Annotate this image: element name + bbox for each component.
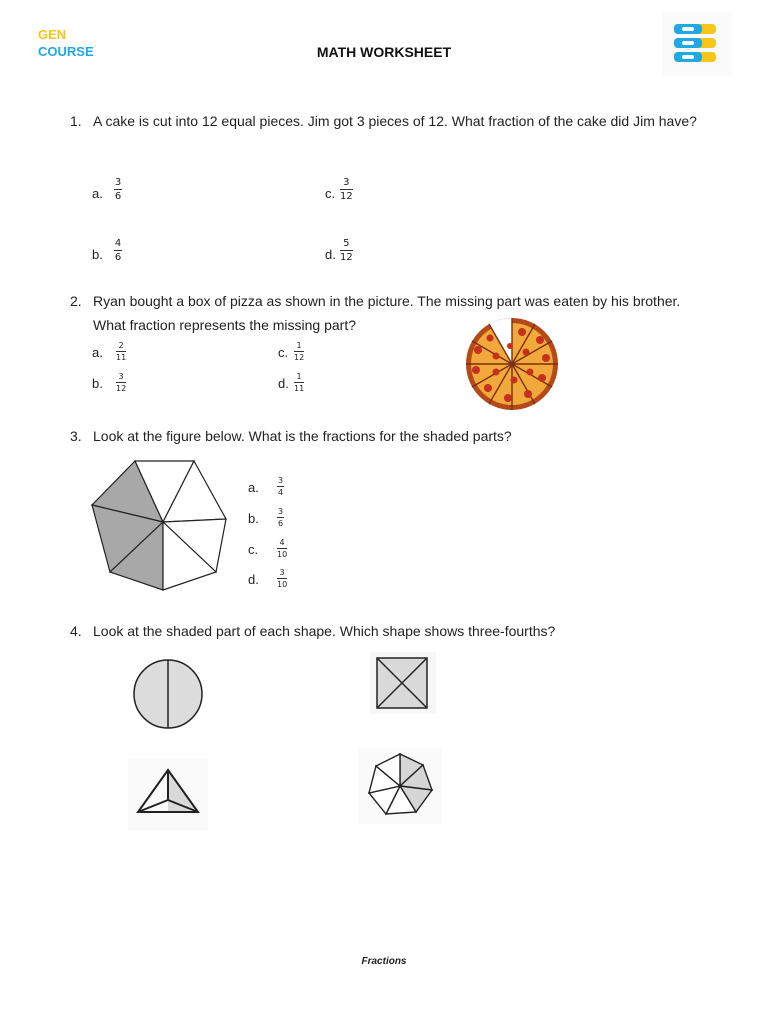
q2-option-b-label: b. [92,376,103,391]
shaded-heptagon-icon [86,452,236,594]
triangle-thirds-icon [128,758,208,830]
q2-b-denominator: 12 [116,384,127,393]
q2-d-numerator: 1 [296,372,302,381]
q3-option-b-label: b. [248,511,259,526]
q3-option-c-label: c. [248,542,259,557]
page-title: MATH WORKSHEET [316,44,452,60]
question-4-text: Look at the shaded part of each shape. Which shape shows three-fourths? [93,623,556,639]
q3-a-denominator: 4 [277,488,284,497]
q2-d-denominator: 11 [294,384,305,393]
question-1-number: 1. [70,113,82,129]
q1-option-d-fraction [340,238,353,263]
q2-option-d-fraction [294,372,304,393]
stacked-bars-logo-icon [662,12,732,76]
q3-option-b-fraction [277,507,284,528]
q3-a-numerator: 3 [277,476,284,485]
q2-option-c-fraction [294,341,304,362]
square-quarters-icon [370,652,436,714]
q3-c-denominator: 10 [277,550,288,559]
q2-c-denominator: 12 [294,353,305,362]
q1-d-numerator: 5 [343,238,350,249]
q3-d-numerator: 3 [279,568,285,577]
q1-option-c-fraction [340,177,353,202]
q1-c-denominator: 12 [340,191,353,202]
q2-option-a-fraction [116,341,126,362]
q1-a-denominator: 6 [114,191,122,202]
q2-option-c-label: c. [278,345,289,360]
q1-b-denominator: 6 [114,252,122,263]
brand-gen-text: GEN [38,27,67,42]
q3-c-numerator: 4 [279,538,285,547]
question-2-text: Ryan bought a box of pizza as shown in the picture. The missing part was eaten by his brother. What fraction represents the missing part? [93,293,681,333]
question-3-number: 3. [70,428,82,444]
q3-option-a-label: a. [248,480,259,495]
q2-a-denominator: 11 [116,353,127,362]
q2-option-b-fraction [116,372,126,393]
q3-option-c-fraction [277,538,287,559]
q1-option-a-fraction [114,177,122,202]
q3-option-d-label: d. [248,572,259,587]
q3-b-denominator: 6 [277,519,284,528]
q1-d-denominator: 12 [340,252,353,263]
q2-a-numerator: 2 [118,341,124,350]
q1-option-a-label: a. [92,186,103,201]
circle-halves-icon [130,658,206,730]
q1-option-b-fraction [114,238,122,263]
q2-option-a-label: a. [92,345,103,360]
question-2-number: 2. [70,293,82,309]
pizza-icon [460,316,564,412]
q2-c-numerator: 1 [296,341,302,350]
q2-option-d-label: d. [278,376,289,391]
question-1-text: A cake is cut into 12 equal pieces. Jim got 3 pieces of 12. What fraction of the cake did Jim have? [93,113,697,129]
q2-b-numerator: 3 [118,372,124,381]
q1-option-d-label: d. [325,247,336,262]
q3-d-denominator: 10 [277,580,288,589]
q1-option-c-label: c. [325,186,336,201]
q1-option-b-label: b. [92,247,103,262]
q3-option-a-fraction [277,476,284,497]
q1-b-numerator: 4 [114,238,122,249]
q3-option-d-fraction [277,568,287,589]
q1-a-numerator: 3 [114,177,122,188]
footer-text: Fractions [361,956,407,967]
q1-c-numerator: 3 [343,177,350,188]
q3-b-numerator: 3 [277,507,284,516]
heptagon-sevenths-icon [358,748,442,824]
question-3-text: Look at the figure below. What is the fractions for the shaded parts? [93,428,512,444]
question-4-number: 4. [70,623,82,639]
brand-course-text: COURSE [38,44,94,59]
